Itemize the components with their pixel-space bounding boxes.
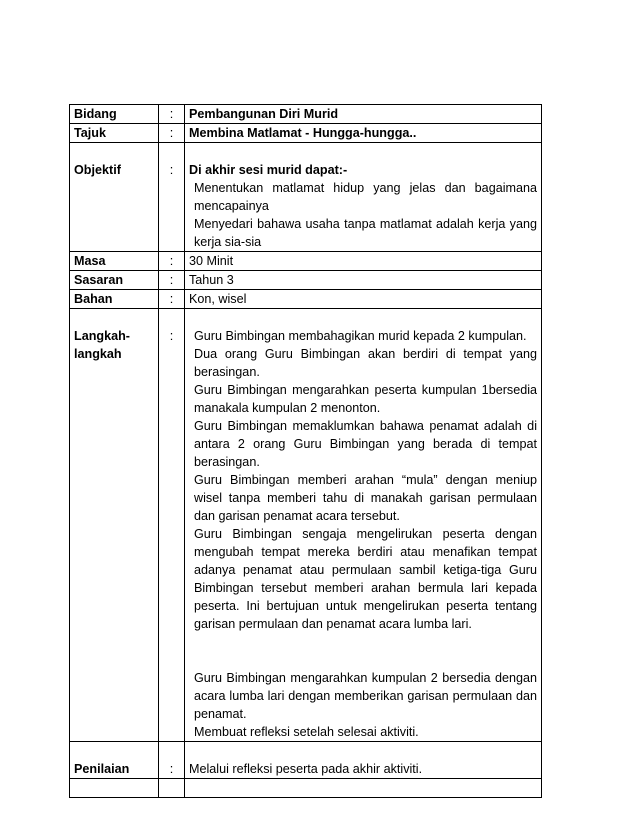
masa-colon: : xyxy=(159,252,185,271)
objektif-colon xyxy=(159,143,185,252)
row-langkah xyxy=(70,309,542,742)
lesson-plan-table xyxy=(69,104,542,798)
objektif-value xyxy=(185,143,542,252)
langkah-step: Guru Bimbingan membahagikan murid kepada 2 kumpulan. xyxy=(194,329,527,343)
bidang-colon: : xyxy=(159,105,185,124)
row-objektif xyxy=(70,143,542,252)
langkah-step: Guru Bimbingan mengarahkan kumpulan 2 bersedia dengan acara lumba lari dengan memberikan garisan permulaan dan penamat. xyxy=(194,671,537,721)
row-bidang xyxy=(70,105,542,124)
langkah-colon xyxy=(159,309,185,742)
penilaian-value-text: Melalui refleksi peserta pada akhir aktiviti. xyxy=(189,762,423,776)
sasaran-colon: : xyxy=(159,271,185,290)
empty-cell xyxy=(159,779,185,798)
bahan-colon: : xyxy=(159,290,185,309)
tajuk-label: Tajuk xyxy=(70,124,159,143)
sasaran-label: Sasaran xyxy=(70,271,159,290)
empty-cell xyxy=(185,779,542,798)
langkah-colon-text: : xyxy=(169,329,174,343)
row-sasaran xyxy=(70,271,542,290)
objektif-heading: Di akhir sesi murid dapat:- xyxy=(189,163,348,177)
objektif-label-text: Objektif xyxy=(74,163,121,177)
tajuk-colon: : xyxy=(159,124,185,143)
row-empty xyxy=(70,779,542,798)
bidang-value: Pembangunan Diri Murid xyxy=(185,105,542,124)
penilaian-label xyxy=(70,742,159,779)
objektif-item: Menentukan matlamat hidup yang jelas dan bagaimana mencapainya xyxy=(194,181,537,213)
langkah-step: Guru Bimbingan mengarahkan peserta kumpulan 1bersedia manakala kumpulan 2 menonton. xyxy=(194,383,537,415)
row-bahan xyxy=(70,290,542,309)
masa-label: Masa xyxy=(70,252,159,271)
bahan-label: Bahan xyxy=(70,290,159,309)
row-masa xyxy=(70,252,542,271)
penilaian-value xyxy=(185,742,542,779)
langkah-value xyxy=(185,309,542,742)
tajuk-value: Membina Matlamat - Hungga-hungga.. xyxy=(185,124,542,143)
objektif-item: Menyedari bahawa usaha tanpa matlamat adalah kerja yang kerja sia-sia xyxy=(194,217,537,249)
langkah-label xyxy=(70,309,159,742)
langkah-step: Membuat refleksi setelah selesai aktiviti. xyxy=(194,725,419,739)
empty-cell xyxy=(70,779,159,798)
langkah-label-text: Langkah-langkah xyxy=(74,329,130,361)
penilaian-colon-text: : xyxy=(169,762,174,776)
row-tajuk xyxy=(70,124,542,143)
penilaian-colon xyxy=(159,742,185,779)
objektif-label xyxy=(70,143,159,252)
objektif-colon-text: : xyxy=(169,163,174,177)
bahan-value: Kon, wisel xyxy=(185,290,542,309)
sasaran-value: Tahun 3 xyxy=(185,271,542,290)
penilaian-label-text: Penilaian xyxy=(74,762,130,776)
langkah-step: Guru Bimbingan sengaja mengelirukan peserta dengan mengubah tempat mereka berdiri atau menafikan tempat adanya penamat atau permulaan sambil ketiga-tiga Guru Bimbingan tersebut memberi arahan bermula lari kepada peserta. Ini bertujuan untuk mengelirukan peserta tentang garisan permulaan dan penamat acara lumba lari. xyxy=(194,527,537,631)
row-penilaian xyxy=(70,742,542,779)
langkah-step: Dua orang Guru Bimbingan akan berdiri di tempat yang berasingan. xyxy=(194,347,537,379)
langkah-step: Guru Bimbingan memberi arahan “mula” dengan meniup wisel tanpa memberi tahu di manakah garisan permulaan dan garisan penamat acara tersebut. xyxy=(194,473,537,523)
masa-value: 30 Minit xyxy=(185,252,542,271)
bidang-label: Bidang xyxy=(70,105,159,124)
langkah-step: Guru Bimbingan memaklumkan bahawa penamat adalah di antara 2 orang Guru Bimbingan yang berada di tempat berasingan. xyxy=(194,419,537,469)
